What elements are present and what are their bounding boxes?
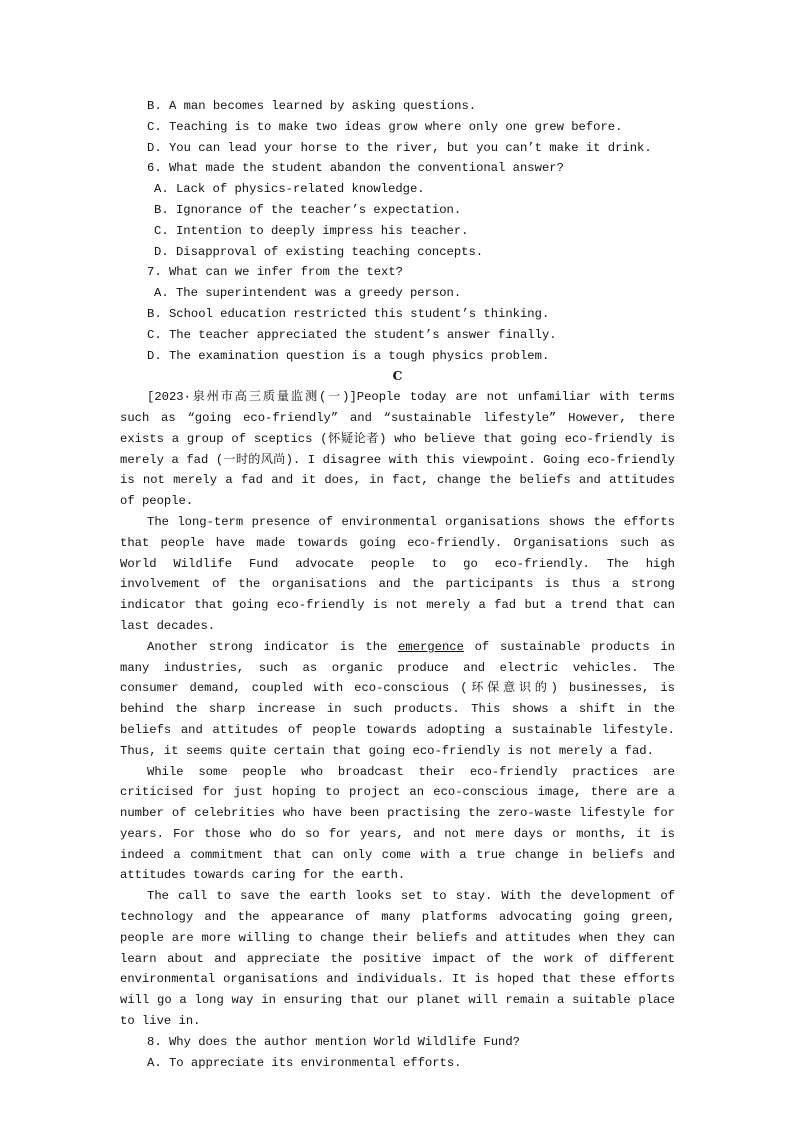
passage-paragraph-3 (120, 637, 675, 762)
underlined-word-emergence: emergence (398, 639, 464, 654)
q7-option-c: C. The teacher appreciated the student’s answer finally. (147, 327, 557, 342)
q7-option-d: D. The examination question is a tough physics problem. (147, 348, 550, 363)
q6-option-c: C. Intention to deeply impress his teacher. (154, 223, 469, 238)
paragraph-3-before: Another strong indicator is the (147, 639, 399, 654)
q5-option-b: B. A man becomes learned by asking questions. (147, 99, 477, 113)
q7-option-a: A. The superintendent was a greedy person. (154, 286, 462, 301)
q8-option-a: A. To appreciate its environmental efforts. (147, 1055, 462, 1070)
passage-paragraph-1: [2023·泉州市高三质量监测(一)]People today are not unfamiliar with terms such as “going eco-friendly” and “sustainable lifestyle” However, there exists a group of sceptics (怀疑论者) who believe that going eco-friendly is merely a fad (一时的风尚). I disagree with this viewpoint. Going eco-friendly is not merely a fad and it does, in fact, change the beliefs and attitudes of people. (120, 390, 675, 509)
q5-option-d: D. You can lead your horse to the river, but you can’t make it drink. (147, 140, 652, 155)
q5-option-c: C. Teaching is to make two ideas grow where only one grew before. (147, 119, 623, 134)
q6-option-b: B. Ignorance of the teacher’s expectation. (154, 202, 462, 217)
q8-stem: 8. Why does the author mention World Wildlife Fund? (147, 1034, 520, 1049)
passage-paragraph-4: While some people who broadcast their eco-friendly practices are criticised for just hoping to project an eco-conscious image, there are a number of celebrities who have been practising the zero-waste lifestyle for years. For those who do so for years, and not mere days or months, it is indeed a commitment that can only come with a true change in beliefs and attitudes towards caring for the earth. (120, 764, 675, 883)
q7-option-b: B. School education restricted this student’s thinking. (147, 306, 550, 321)
q6-option-d: D. Disapproval of existing teaching concepts. (154, 244, 484, 259)
passage-paragraph-2: The long-term presence of environmental organisations shows the efforts that people have made towards going eco-friendly. Organisations such as World Wildlife Fund advocate people to go eco-friendly. The high involvement of the organisations and the participants is thus a strong indicator that going eco-friendly is not merely a fad but a trend that can last decades. (120, 514, 675, 633)
q6-option-a: A. Lack of physics-related knowledge. (154, 182, 425, 197)
document-content (120, 96, 675, 1073)
paragraph-3-after: of sustainable products in many industries, such as organic produce and electric vehicles. The consumer demand, coupled with eco-conscious (环保意识的) businesses, is behind the sharp increase in such products. This shows a shift in the beliefs and attitudes of people towards adopting a sustainable lifestyle. Thus, it seems quite certain that going eco-friendly is not merely a fad. (120, 639, 675, 758)
q7-stem: 7. What can we infer from the text? (147, 265, 403, 280)
section-heading: C (392, 369, 403, 384)
passage-paragraph-5: The call to save the earth looks set to stay. With the development of technology and the appearance of many platforms advocating going green, people are more willing to change their beliefs and attitudes when they can learn about and appreciate the positive impact of the work of different environmental organisations and individuals. It is hoped that these efforts will go a long way in ensuring that our planet will remain a suitable place to live in. (120, 889, 675, 1029)
q6-stem: 6. What made the student abandon the conventional answer? (147, 161, 564, 176)
